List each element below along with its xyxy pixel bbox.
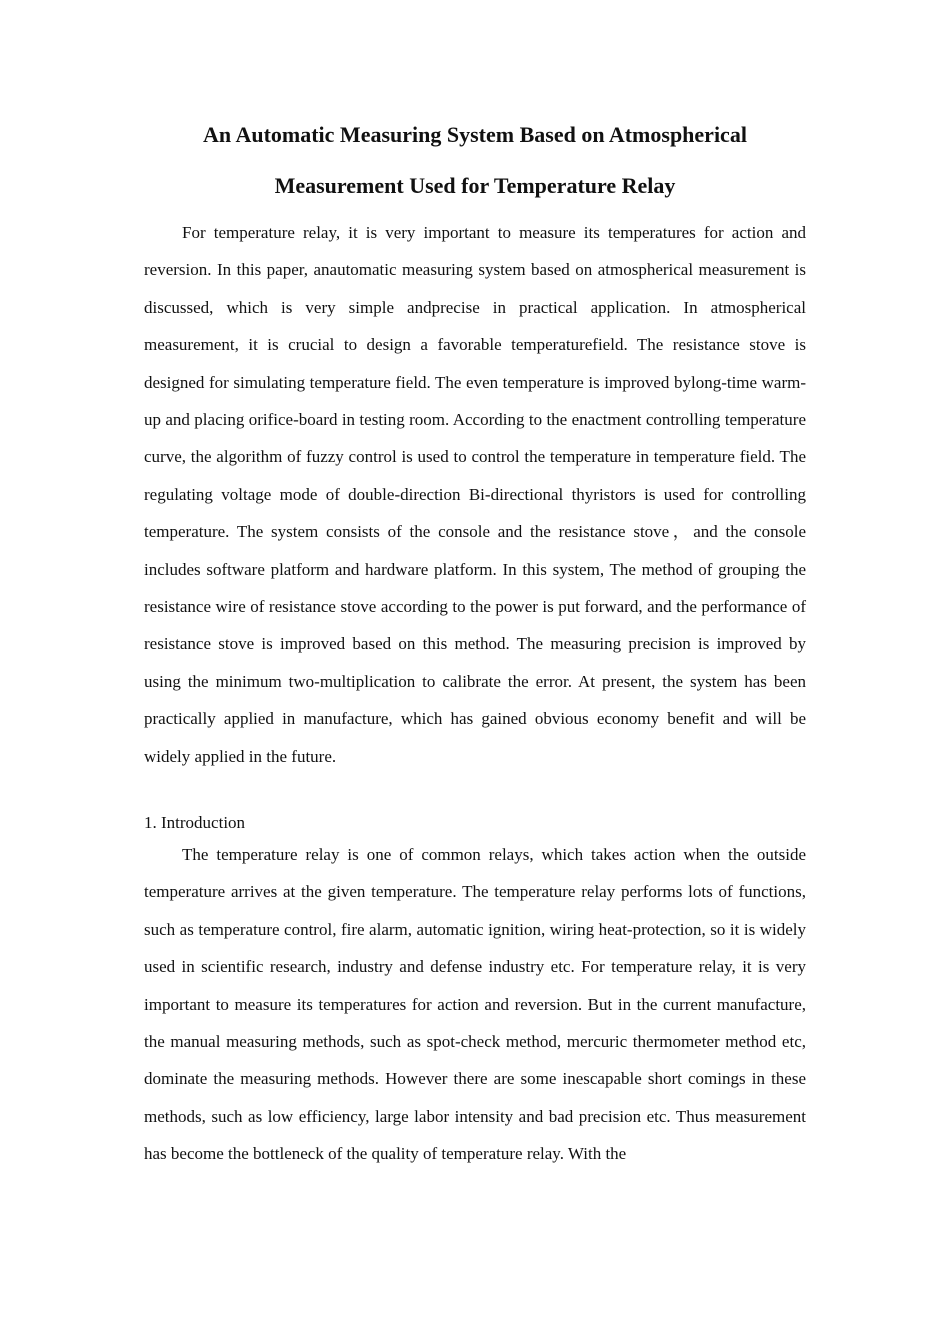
paper-title-line-2: Measurement Used for Temperature Relay bbox=[274, 173, 676, 198]
section-heading-introduction: 1. Introduction bbox=[144, 813, 246, 832]
abstract-paragraph: For temperature relay, it is very important to measure its temperatures for action and reversion. In this paper, anautomatic measuring system based on atmospherical measurement is discussed, which is very simple andprecise in practical application. In atmospherical measurement, it is crucial to design a favorable temperaturefield. The resistance stove is designed for simulating temperature field. The even temperature is improved bylong-time warm-up and placing orifice-board in testing room. According to the enactment controlling temperature curve, the algorithm of fuzzy control is used to control the temperature in temperature field. The regulating voltage mode of double-direction Bi-directional thyristors is used for controlling temperature. The system consists of the console and the resistance stove，and the console includes software platform and hardware platform. In this system, The method of grouping the resistance wire of resistance stove according to the power is put forward, and the performance of resistance stove is improved based on this method. The measuring precision is improved by using the minimum two-multiplication to calibrate the error. At present, the system has been practically applied in manufacture, which has gained obvious economy benefit and will be widely applied in the future. bbox=[144, 223, 806, 766]
paper-title-line-1: An Automatic Measuring System Based on Atmospherical bbox=[203, 122, 747, 147]
introduction-paragraph: The temperature relay is one of common relays, which takes action when the outside temperature arrives at the given temperature. The temperature relay performs lots of functions, such as temperature control, fire alarm, automatic ignition, wiring heat-protection, so it is widely used in scientific research, industry and defense industry etc. For temperature relay, it is very important to measure its temperatures for action and reversion. But in the current manufacture, the manual measuring methods, such as spot-check method, mercuric thermometer method etc, dominate the measuring methods. However there are some inescapable short comings in these methods, such as low efficiency, large labor intensity and bad precision etc. Thus measurement has become the bottleneck of the quality of temperature relay. With the bbox=[144, 845, 806, 1164]
